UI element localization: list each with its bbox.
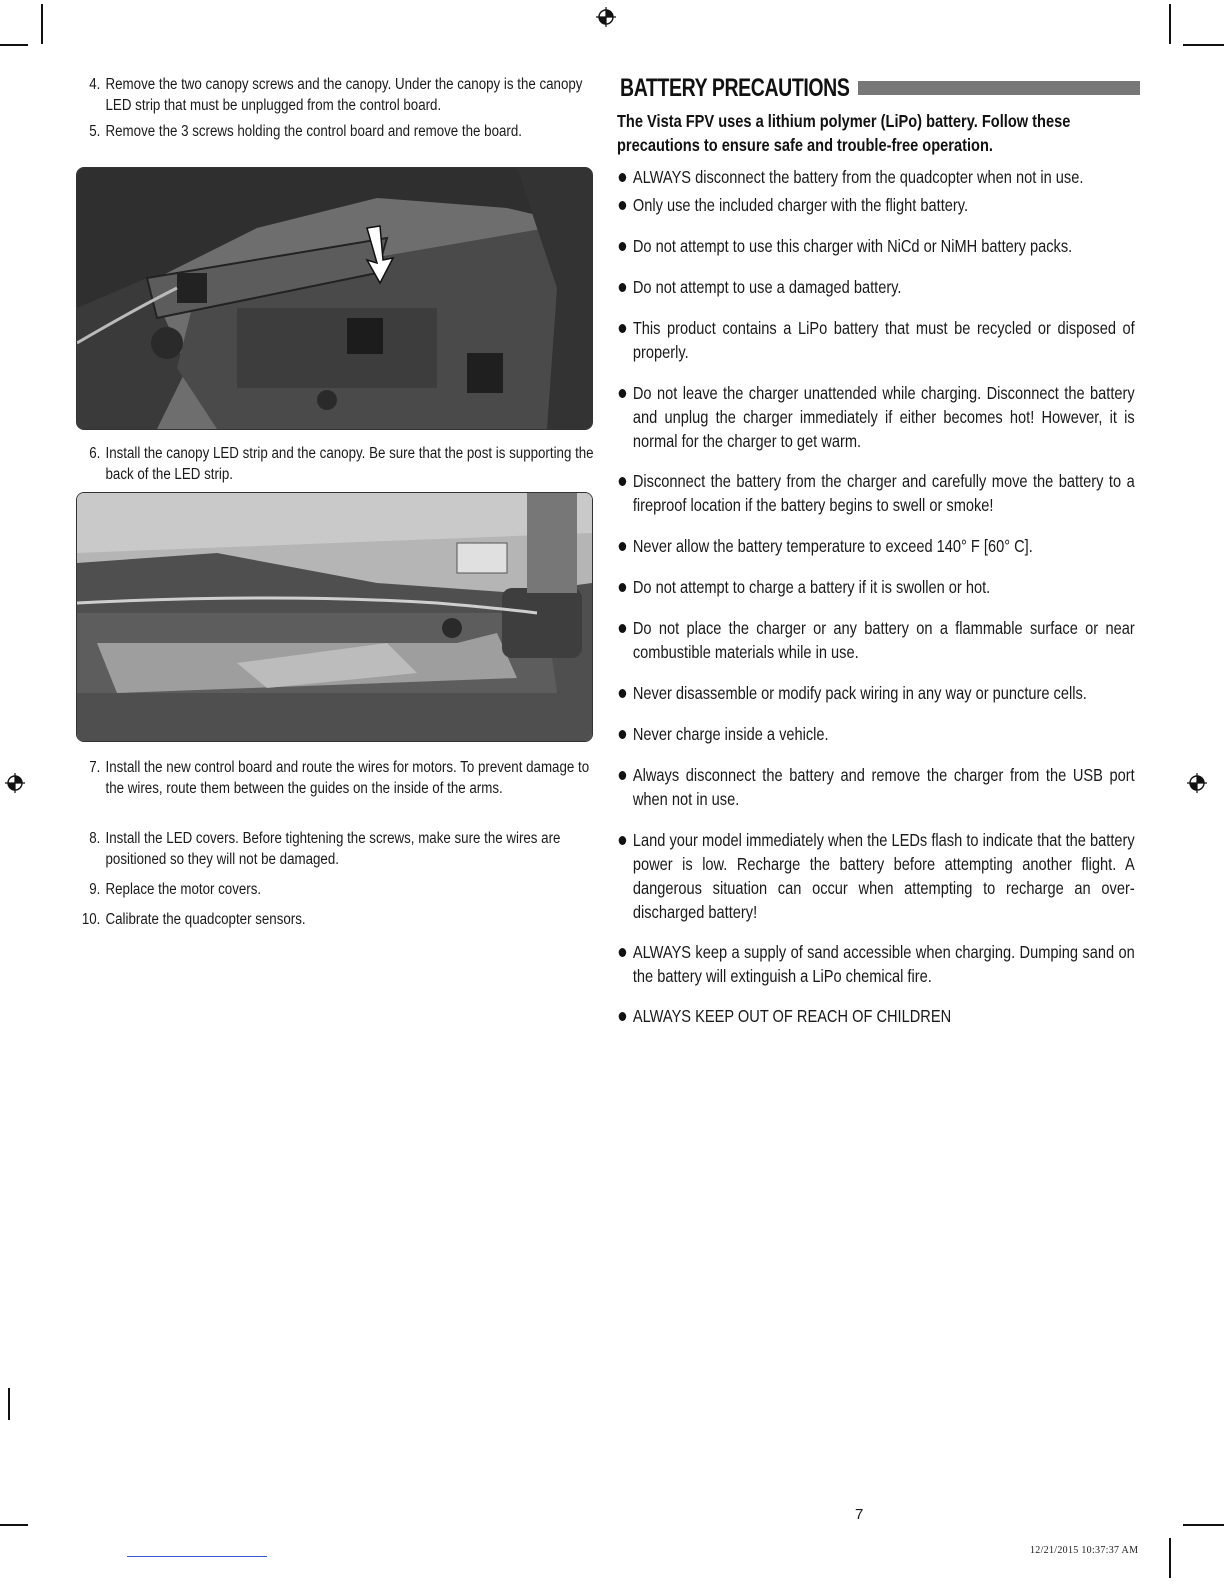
- crop-mark: [0, 44, 28, 46]
- registration-mark-icon: [595, 6, 617, 28]
- registration-mark-icon: [1186, 772, 1208, 794]
- list-item: Do not place the charger or any battery on a flammable surface or near combustible materials while in use.: [617, 616, 1135, 664]
- section-heading: [620, 74, 1140, 102]
- list-item: ALWAYS KEEP OUT OF REACH OF CHILDREN: [617, 1004, 1135, 1028]
- bullet-icon: [619, 1012, 627, 1021]
- bullet-icon: [619, 173, 627, 182]
- list-item: Never allow the battery temperature to exceed 140° F [60° C].: [617, 534, 1135, 558]
- list-item: Do not leave the charger unattended while charging. Disconnect the battery and unplug the charger immediately if either becomes hot! However, it is normal for the charger to get warm.: [617, 381, 1135, 453]
- list-item: Never charge inside a vehicle.: [617, 722, 1135, 746]
- list-item-step-5: [78, 121, 594, 142]
- bullet-icon: [619, 583, 627, 592]
- list-item-step-4: [78, 74, 594, 116]
- list-item: Never disassemble or modify pack wiring in any way or puncture cells.: [617, 681, 1135, 705]
- crop-mark: [0, 1524, 28, 1526]
- bullet-icon: [619, 201, 627, 210]
- step-number: 9.: [89, 881, 101, 898]
- list-item: Do not attempt to use this charger with NiCd or NiMH battery packs.: [617, 234, 1135, 258]
- bullet-icon: [619, 242, 627, 251]
- step-number: 10.: [81, 911, 101, 928]
- step-number: 7.: [89, 759, 101, 776]
- arm-wire-routing-photo: [76, 492, 593, 742]
- list-item: Do not attempt to use a damaged battery.: [617, 275, 1135, 299]
- step-number: 5.: [89, 123, 101, 140]
- step-text: Remove the 3 screws holding the control board and remove the board.: [105, 123, 522, 140]
- list-item: ALWAYS keep a supply of sand accessible when charging. Dumping sand on the battery will extinguish a LiPo chemical fire.: [617, 940, 1135, 988]
- crop-mark: [8, 1388, 10, 1420]
- step-number: 6.: [89, 445, 101, 462]
- bullet-icon: [619, 542, 627, 551]
- list-item-step-9: [78, 879, 594, 900]
- print-timestamp: 12/21/2015 10:37:37 AM: [1030, 1545, 1139, 1556]
- divider: [127, 1556, 267, 1557]
- page-number: 7: [855, 1506, 864, 1523]
- bullet-icon: [619, 771, 627, 780]
- step-number: 8.: [89, 830, 101, 847]
- crop-mark: [41, 4, 43, 44]
- bullet-icon: [619, 283, 627, 292]
- bullet-icon: [619, 836, 627, 845]
- list-item-step-8: [78, 828, 594, 870]
- step-text: Install the LED covers. Before tightening the screws, make sure the wires are positioned so they will not be damaged.: [105, 830, 561, 868]
- registration-mark-icon: [4, 772, 26, 794]
- bullet-icon: [619, 730, 627, 739]
- step-text: Remove the two canopy screws and the canopy. Under the canopy is the canopy LED strip that must be unplugged from the control board.: [105, 76, 583, 114]
- step-text: Calibrate the quadcopter sensors.: [105, 911, 306, 928]
- bullet-icon: [619, 389, 627, 398]
- list-item: Always disconnect the battery and remove the charger from the USB port when not in use.: [617, 763, 1135, 811]
- step-text: Install the new control board and route the wires for motors. To prevent damage to the wires, route them between the guides on the inside of the arms.: [105, 759, 590, 797]
- crop-mark: [1169, 1538, 1171, 1578]
- step-text: Install the canopy LED strip and the canopy. Be sure that the post is supporting the back of the LED strip.: [105, 445, 594, 483]
- list-item-step-6: [78, 443, 594, 485]
- list-item: This product contains a LiPo battery that must be recycled or disposed of properly.: [617, 316, 1135, 364]
- crop-mark: [1169, 4, 1171, 44]
- bullet-icon: [619, 477, 627, 486]
- list-item: Do not attempt to charge a battery if it is swollen or hot.: [617, 575, 1135, 599]
- bullet-icon: [619, 948, 627, 957]
- intro-paragraph: The Vista FPV uses a lithium polymer (LiPo) battery. Follow these precautions to ensure safe and trouble-free operation.: [617, 111, 1071, 155]
- list-item: Only use the included charger with the flight battery.: [617, 193, 1135, 217]
- step-text: Replace the motor covers.: [105, 881, 262, 898]
- crop-mark: [1183, 44, 1224, 46]
- bullet-icon: [619, 324, 627, 333]
- list-item: Land your model immediately when the LEDs flash to indicate that the battery power is low. Recharge the battery before attempting another flight. A dangerous situation can occur when attempting to recharge an over-discharged battery!: [617, 828, 1135, 924]
- list-item: Disconnect the battery from the charger and carefully move the battery to a fireproof location if the battery begins to swell or smoke!: [617, 469, 1135, 517]
- list-item-step-7: [78, 757, 594, 799]
- list-item-step-10: [78, 909, 594, 930]
- crop-mark: [1183, 1524, 1224, 1526]
- section-title: BATTERY PRECAUTIONS: [620, 73, 850, 102]
- step-number: 4.: [89, 76, 101, 93]
- bullet-icon: [619, 689, 627, 698]
- bullet-icon: [619, 624, 627, 633]
- control-board-photo: [76, 167, 593, 430]
- heading-rule: [858, 81, 1140, 95]
- list-item: ALWAYS disconnect the battery from the quadcopter when not in use.: [617, 165, 1135, 189]
